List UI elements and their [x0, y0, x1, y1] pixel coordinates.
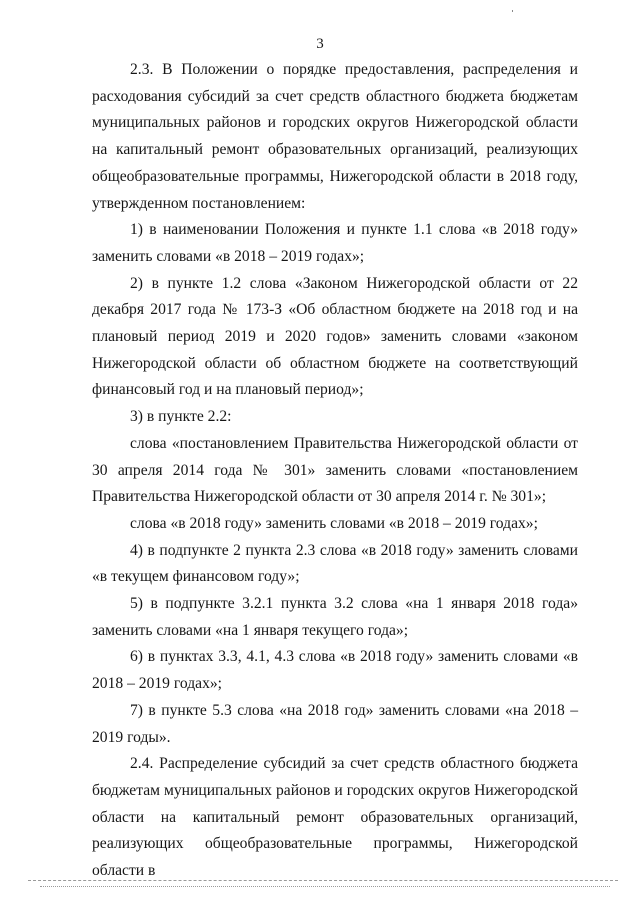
scan-mark — [512, 10, 513, 12]
paragraph-item-6: 6) в пунктах 3.3, 4.1, 4.3 слова «в 2018 году» заменить словами «в 2018 – 2019 годах»; — [92, 648, 578, 693]
paragraph-item-4: 4) в подпункте 2 пункта 2.3 слова «в 2018 году» заменить словами «в текущем финансовом году»; — [92, 541, 578, 586]
paragraph-item-3-sub-2: слова «в 2018 году» заменить словами «в 2018 – 2019 годах»; — [130, 514, 538, 532]
paragraph-item-2: 2) в пункте 1.2 слова «Законом Нижегородской области от 22 декабря 2017 года № 173-З «Об областном бюджете на 2018 год и на плановый период 2019 и 2020 годов» заменить словами «законом Нижегородской области об областном бюджете на соответствующий финансовый год и на плановый период»; — [92, 274, 578, 399]
paragraph-item-1: 1) в наименовании Положения и пункте 1.1 слова «в 2018 году» заменить словами «в 2018 – 2019 годах»; — [92, 221, 578, 265]
paragraph-item-3-sub-1: слова «постановлением Правительства Нижегородской области от 30 апреля 2014 года № 301» заменить словами «постановлением Правительства Нижегородской области от 30 апреля 2014 г. № 301»; — [92, 434, 578, 506]
page-number: 3 — [316, 36, 324, 52]
document-body — [92, 57, 578, 885]
paragraph-2-4: 2.4. Распределение субсидий за счет средств областного бюджета бюджетам муниципальных районов и городских округов Нижегородской области на капитальный ремонт образовательных организаций, реализующих общеобразовательные программы, Нижегородской области в — [92, 755, 578, 880]
paragraph-2-3: 2.3. В Положении о порядке предоставления, распределения и расходования субсидий за счет средств областного бюджета бюджетам муниципальных районов и городских округов Нижегородской области на капитальный ремонт образовательных организаций, реализующих общеобразовательные программы, Нижегородской области в 2018 году, утвержденном постановлением: — [92, 61, 578, 212]
paragraph-item-5: 5) в подпункте 3.2.1 пункта 3.2 слова «на 1 января 2018 года» заменить словами «на 1 января текущего года»; — [92, 595, 578, 639]
scan-artifact-line — [28, 880, 618, 881]
paragraph-item-7: 7) в пункте 5.3 слова «на 2018 год» заменить словами «на 2018 – 2019 годы». — [92, 701, 578, 746]
scan-artifact-line — [40, 886, 610, 887]
paragraph-item-3: 3) в пункте 2.2: — [130, 408, 232, 426]
